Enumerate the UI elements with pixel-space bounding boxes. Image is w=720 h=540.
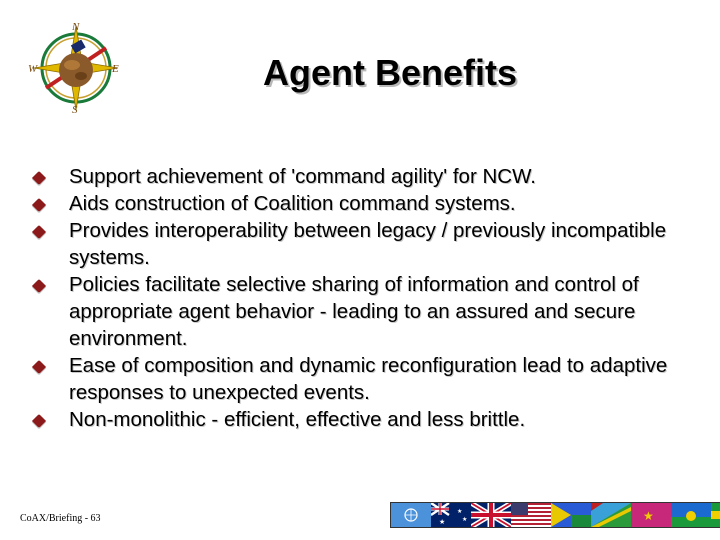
svg-text:S: S [72, 104, 78, 114]
svg-text:N: N [72, 21, 80, 33]
bullet-text: Support achievement of 'command agility' for NCW. [69, 165, 536, 188]
bullet-text: Ease of composition and dynamic reconfiguration lead to adaptive responses to unexpected events. [69, 354, 668, 404]
bullet-list [34, 163, 714, 433]
svg-text:E: E [112, 63, 119, 75]
svg-text:★: ★ [462, 517, 468, 523]
diamond-bullet-icon [32, 279, 46, 293]
diamond-bullet-icon [32, 360, 46, 374]
bullet-item [34, 271, 714, 352]
bullet-item [34, 406, 714, 433]
svg-text:★: ★ [457, 509, 463, 515]
australia-flag-icon [431, 503, 471, 527]
yellow-green-flag-icon [711, 503, 720, 527]
bullet-item [34, 217, 714, 271]
bullet-text: Policies facilitate selective sharing of information and control of appropriate agent behavior - leading to an assured and secure environment. [69, 273, 639, 350]
pink-flag-icon [631, 503, 671, 527]
diamond-bullet-icon [32, 171, 46, 185]
un-flag-icon [391, 503, 431, 527]
diamond-bullet-icon [32, 198, 46, 212]
coalition-flag-icon [551, 503, 591, 527]
footer-label: CoAX/Briefing - 63 [20, 513, 101, 524]
multi-color-flag-icon [591, 503, 631, 527]
green-flag-icon [671, 503, 711, 527]
usa-flag-icon [511, 503, 551, 527]
diamond-bullet-icon [32, 225, 46, 239]
bullet-text: Aids construction of Coalition command systems. [69, 192, 516, 215]
svg-text:★: ★ [643, 509, 654, 523]
bullet-text: Provides interoperability between legacy / previously incompatible systems. [69, 219, 667, 269]
uk-flag-icon [471, 503, 511, 527]
svg-text:W: W [28, 63, 38, 75]
bullet-item [34, 352, 714, 406]
slide-title: Agent Benefits [262, 52, 518, 93]
flag-strip [390, 502, 720, 528]
bullet-item [34, 190, 714, 217]
diamond-bullet-icon [32, 414, 46, 428]
bullet-item [34, 163, 714, 190]
bullet-text: Non-monolithic - efficient, effective and less brittle. [69, 408, 526, 431]
svg-text:★: ★ [439, 519, 446, 526]
